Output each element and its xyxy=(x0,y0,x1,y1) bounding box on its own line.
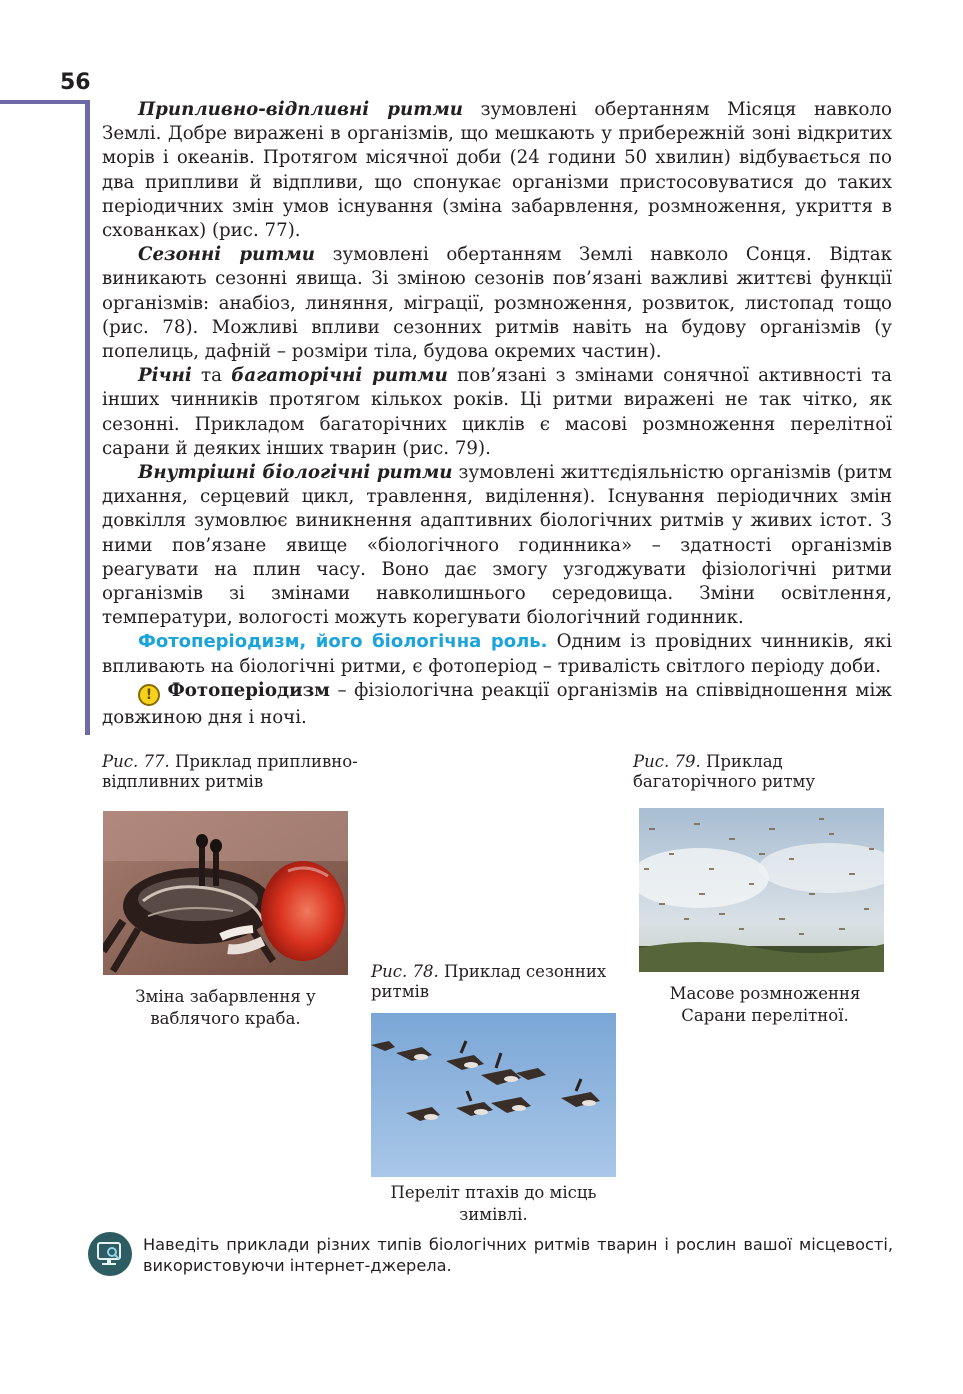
figure-79-label: Рис. 79. xyxy=(633,752,701,771)
figure-77-subcaption: Зміна забарвлення у ваблячого краба. xyxy=(135,987,316,1028)
paragraph-internal xyxy=(102,461,892,630)
exclamation-icon: ! xyxy=(138,684,160,706)
main-text xyxy=(102,98,892,730)
figure-79-caption-text: Приклад багаторічного ритму xyxy=(633,752,816,791)
figure-78-subcaption: Переліт птахів до місць зимівлі. xyxy=(390,1183,597,1224)
paragraph-text: зумовлені обертанням Землі навколо Сонця. Відтак виникають сезонні явища. Зі зміною сезонів пов’язані важливі життєві функції організмів: анабіоз, линяння, міграції, розмноження, розвиток, листопад тощо (рис. 78). Можливі впливи сезонних ритмів навіть на будову організмів (у попелиць, дафній – розміри тіла, будова окремих частин). xyxy=(102,244,892,363)
term-tidal-rhythms: Припливно-відпливні ритми xyxy=(138,99,463,120)
figure-78-caption-text: Приклад сезонних ритмів xyxy=(371,962,607,1001)
term-annual: Річні xyxy=(138,365,192,387)
paragraph-text: – фізіологічна реакції організмів на співвідношення між довжиною дня і ночі. xyxy=(102,679,892,728)
term-multiannual-rhythms: багаторічні ритми xyxy=(231,365,448,387)
term-seasonal-rhythms: Сезонні ритми xyxy=(138,244,316,266)
paragraph-tidal xyxy=(102,98,892,243)
paragraph-text: та xyxy=(191,365,232,387)
paragraph-text: зумовлені життєдіяльністю організмів (ритм дихання, серцевий цикл, травлення, виділення). Існування періодичних змін довкілля зумовлює виникнення адаптивних біологічних ритмів у живих істот. З ними пов’язане явище «біологічного годинника» – здатності організмів реагувати на плин часу. Воно дає змогу узгоджувати фізіологічні ритми організмів зі змінами навколишнього середовища. Зміни освітлення, температури, вологості можуть корегувати біологічний годинник. xyxy=(102,462,892,629)
paragraph-seasonal xyxy=(102,243,892,364)
figure-78-label: Рис. 78. xyxy=(371,962,439,981)
paragraph-text: пов’язані з змінами сонячної активності та інших чинників протягом кількох років. Ці ритми виражені не так чітко, як сезонні. Прикладом багаторічних циклів є масові розмноження перелітної сарани й деяких інших тварин (рис. 79). xyxy=(102,365,893,459)
figure-79-subcaption: Масове розмноження Сарани перелітної. xyxy=(669,984,861,1025)
top-rule xyxy=(0,100,90,104)
locust-photo xyxy=(639,808,884,972)
paragraph-definition xyxy=(102,679,892,730)
page-number: 56 xyxy=(60,70,91,95)
computer-search-icon xyxy=(88,1232,132,1276)
term-internal-rhythms: Внутрішні біологічні ритми xyxy=(138,462,453,484)
figure-77-label: Рис. 77. xyxy=(102,752,170,771)
geese-photo xyxy=(371,1013,616,1177)
section-heading: Фотоперіодизм, його біологічна роль. xyxy=(138,631,548,653)
crab-photo xyxy=(103,811,348,975)
figure-77-caption-text: Приклад припливно-відпливних ритмів xyxy=(102,752,358,791)
paragraph-photoperiodism xyxy=(102,630,892,678)
term-photoperiodism: Фотоперіодизм xyxy=(167,679,330,701)
paragraph-text: Одним із провідних чинників, які впливають на біологічні ритми, є фотоперіод – тривалість світлого періоду доби. xyxy=(102,631,892,677)
side-rule xyxy=(85,100,90,735)
figure-79-caption xyxy=(633,752,891,792)
task-text: Наведіть приклади різних типів біологічних ритмів тварин і рослин вашої місцевості, використовуючи інтернет-джерела. xyxy=(143,1235,893,1275)
paragraph-annual xyxy=(102,364,892,461)
figure-78-caption xyxy=(371,962,616,1002)
paragraph-text: зумовлені обертанням Місяця навколо Землі. Добре виражені в організмів, що мешкають у прибережній зоні відкритих морів і океанів. Протягом місячної доби (24 години 50 хвилин) відбувається по два припливи й відпливи, що спонукає організми пристосовуватися до таких періодичних змін умов існування (зміна забарвлення, розмноження, укриття в схованках) (рис. 77). xyxy=(102,99,892,242)
figure-77-caption xyxy=(102,752,362,792)
